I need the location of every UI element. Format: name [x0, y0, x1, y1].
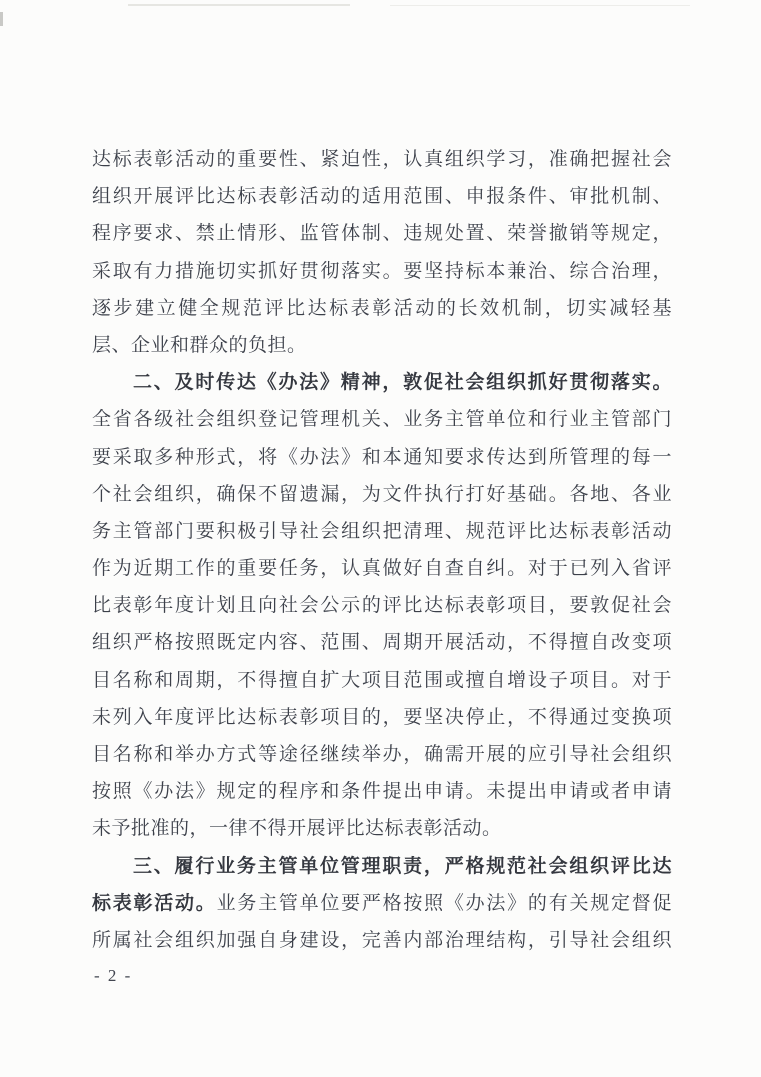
paragraph-line: 目名称和举办方式等途径继续举办，确需开展的应引导社会组织 — [92, 744, 672, 765]
scan-artifact — [128, 4, 350, 6]
paragraph-line: 作为近期工作的重要任务，认真做好自查自纠。对于已列入省评 — [92, 558, 672, 580]
document-body — [92, 141, 672, 959]
paragraph-line: 务主管部门要积极引导社会组织把清理、规范评比达标表彰活动 — [92, 520, 672, 542]
paragraph-line: 组织开展评比达标表彰活动的适用范围、申报条件、审批机制、 — [92, 186, 672, 208]
paragraph-line: 所属社会组织加强自身建设，完善内部治理结构，引导社会组织 — [92, 929, 672, 951]
scan-artifact — [390, 5, 690, 6]
paragraph-line: 目名称和周期，不得擅自扩大项目范围或擅自增设子项目。对于 — [92, 669, 672, 691]
paragraph-line: 全省各级社会组织登记管理机关、业务主管单位和行业主管部门 — [92, 409, 672, 431]
paragraph-line: 达标表彰活动的重要性、紧迫性，认真组织学习，准确把握社会 — [92, 149, 672, 170]
section-heading-two: 二、及时传达《办法》精神，敦促社会组织抓好贯彻落实。 — [133, 372, 672, 394]
page-number: - 2 - — [94, 966, 133, 985]
paragraph-line: 要采取多种形式，将《办法》和本通知要求传达到所管理的每一 — [92, 446, 672, 468]
paragraph-line: 未列入年度评比达标表彰项目的，要坚决停止，不得通过变换项 — [92, 706, 672, 728]
section-heading-three: 三、履行业务主管单位管理职责，严格规范社会组织评比达 — [133, 855, 672, 877]
paragraph-line: 逐步建立健全规范评比达标表彰活动的长效机制，切实减轻基 — [92, 297, 672, 319]
paragraph-line: 程序要求、禁止情形、监管体制、违规处置、荣誉撤销等规定， — [92, 223, 672, 245]
paragraph-line: 个社会组织，确保不留遗漏，为文件执行打好基础。各地、各业 — [92, 483, 672, 505]
section-heading-three-continuation: 标表彰活动。 — [92, 892, 217, 914]
paragraph-line: 采取有力措施切实抓好贯彻落实。要坚持标本兼治、综合治理， — [92, 260, 672, 282]
scan-artifact — [0, 12, 3, 26]
paragraph-line: 层、企业和群众的负担。 — [92, 334, 307, 356]
paragraph-line: 比表彰年度计划且向社会公示的评比达标表彰项目，要敦促社会 — [92, 595, 672, 617]
paragraph-line: 未予批准的，一律不得开展评比达标表彰活动。 — [92, 818, 502, 840]
line-text: 业务主管单位要严格按照《办法》的有关规定督促 — [216, 892, 672, 914]
paragraph-line: 组织严格按照既定内容、范围、周期开展活动，不得擅自改变项 — [92, 632, 672, 654]
paragraph-line: 按照《办法》规定的程序和条件提出申请。未提出申请或者申请 — [92, 781, 672, 803]
paragraph-line — [92, 885, 672, 922]
